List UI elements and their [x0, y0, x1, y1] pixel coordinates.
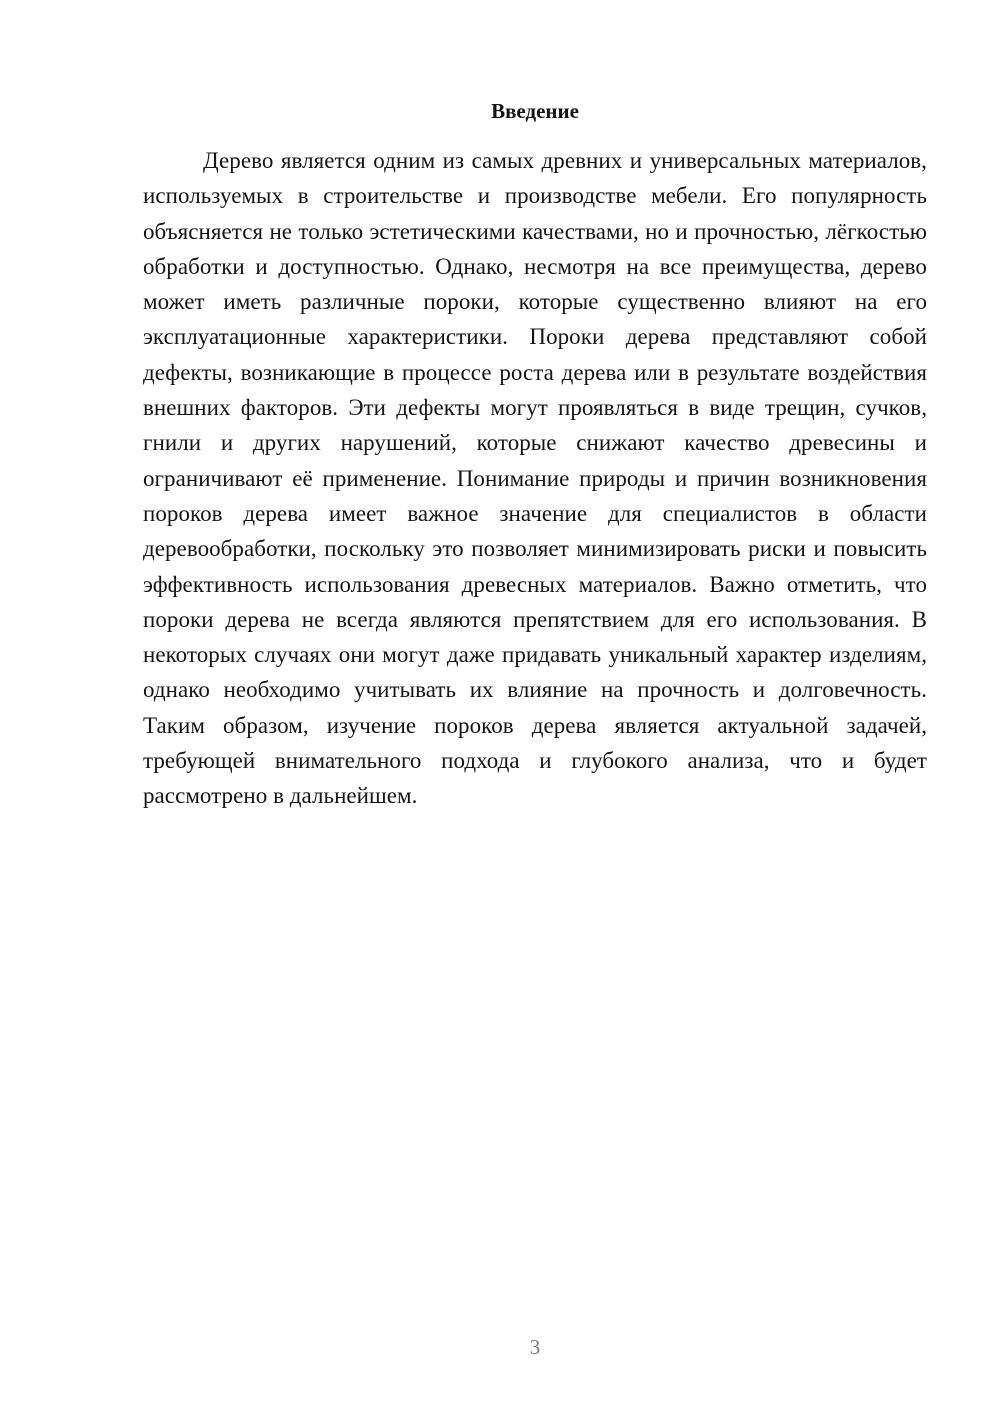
page-title: Введение [491, 99, 579, 123]
page-number: 3 [529, 1335, 541, 1359]
introduction-paragraph: Дерево является одним из самых древних и универсальных материалов, используемых в строительстве и производстве мебели. Его популярность объясняется не только эстетическими качествами, но и прочностью, лёгкостью обработки и доступностью. Однако, несмотря на все преимущества, дерево может иметь различные пороки, которые существенно влияют на его эксплуатационные характеристики. Пороки дерева представляют собой дефекты, возникающие в процессе роста дерева или в результате воздействия внешних факторов. Эти дефекты могут проявляться в виде трещин, сучков, гнили и других нарушений, которые снижают качество древесины и ограничивают её применение. Понимание природы и причин возникновения пороков дерева имеет важное значение для специалистов в области деревообработки, поскольку это позволяет минимизировать риски и повысить эффективность использования древесных материалов. Важно отметить, что пороки дерева не всегда являются препятствием для его использования. В некоторых случаях они могут даже придавать уникальный характер изделиям, однако необходимо учитывать их влияние на прочность и долговечность. Таким образом, изучение пороков дерева является актуальной задачей, требующей внимательного подхода и глубокого анализа, что и будет рассмотрено в дальнейшем. [143, 148, 927, 809]
